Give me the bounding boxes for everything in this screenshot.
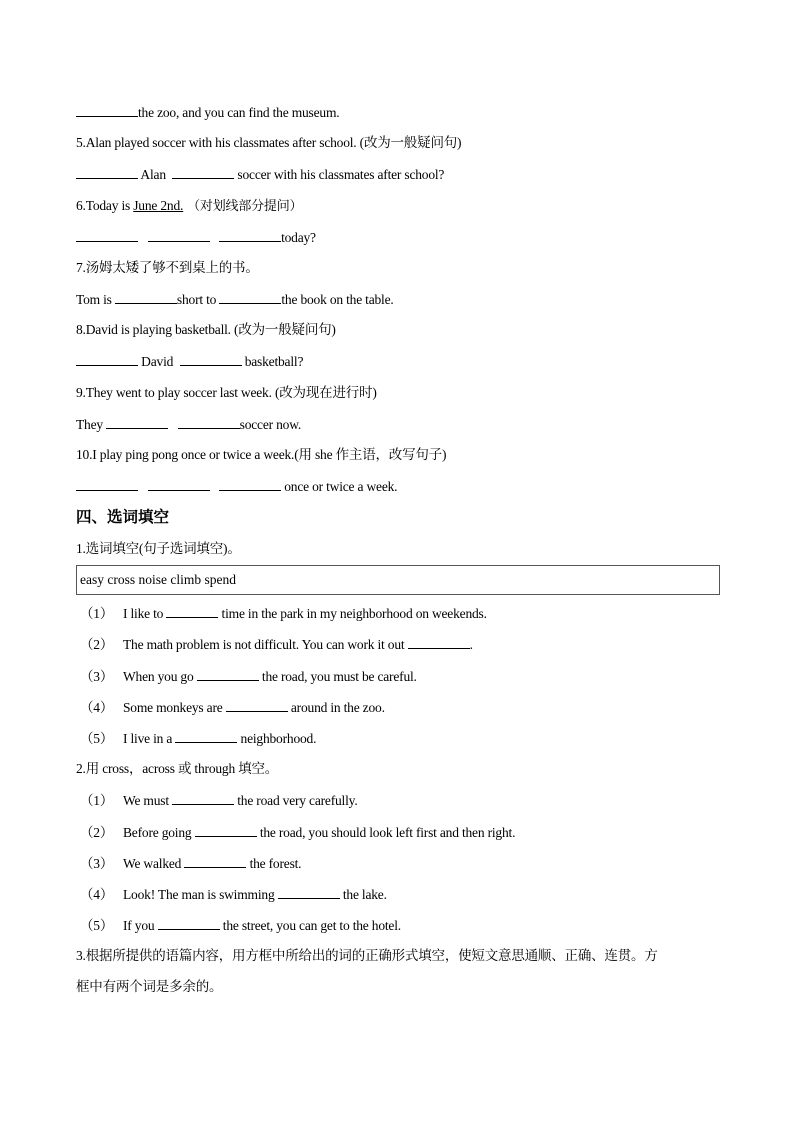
answer-text: short to bbox=[176, 292, 220, 307]
part-1-item-1 bbox=[80, 604, 487, 623]
item-text: I live in a bbox=[123, 731, 176, 746]
item-text: around in the zoo. bbox=[287, 700, 385, 715]
item-number: （4） bbox=[80, 700, 114, 715]
underlined-text: June 2nd. bbox=[133, 198, 184, 213]
answer-blank[interactable] bbox=[76, 228, 138, 242]
answer-text: Alan bbox=[138, 167, 170, 182]
item-number: （3） bbox=[80, 856, 114, 871]
answer-blank[interactable] bbox=[106, 415, 168, 429]
item-number: （1） bbox=[80, 793, 114, 808]
answer-blank[interactable] bbox=[184, 854, 246, 868]
item-text: the street, you can get to the hotel. bbox=[219, 918, 401, 933]
answer-blank[interactable] bbox=[148, 477, 210, 491]
item-number: （2） bbox=[80, 637, 114, 652]
answer-blank[interactable] bbox=[219, 477, 281, 491]
part-2-item-5 bbox=[80, 916, 401, 935]
question-8-answer-line bbox=[76, 352, 303, 371]
answer-blank[interactable] bbox=[195, 823, 257, 837]
answer-text: They bbox=[76, 417, 107, 432]
answer-text: soccer with his classmates after school? bbox=[234, 167, 445, 182]
question-7-answer-line bbox=[76, 290, 394, 309]
question-6-answer-line bbox=[76, 228, 316, 247]
item-text: time in the park in my neighborhood on weekends. bbox=[218, 606, 487, 621]
part-1-item-2 bbox=[80, 635, 473, 654]
answer-blank[interactable] bbox=[76, 477, 138, 491]
answer-blank[interactable] bbox=[226, 698, 288, 712]
part-1-item-5 bbox=[80, 729, 316, 748]
question-7-prompt: 7.汤姆太矮了够不到桌上的书。 bbox=[76, 260, 259, 275]
item-text: Before going bbox=[123, 825, 195, 840]
answer-blank[interactable] bbox=[219, 228, 281, 242]
part-2-item-4 bbox=[80, 885, 387, 904]
answer-blank[interactable] bbox=[115, 290, 177, 304]
question-10-answer-line bbox=[76, 477, 397, 496]
item-text: When you go bbox=[123, 669, 197, 684]
answer-blank[interactable] bbox=[180, 352, 242, 366]
answer-text: once or twice a week. bbox=[281, 479, 398, 494]
question-8-prompt: 8.David is playing basketball. (改为一般疑问句) bbox=[76, 322, 336, 337]
answer-blank[interactable] bbox=[76, 352, 138, 366]
part-1-heading: 1.选词填空(句子选词填空)。 bbox=[76, 541, 241, 556]
answer-blank[interactable] bbox=[408, 635, 470, 649]
item-text: the lake. bbox=[339, 887, 387, 902]
answer-text: the book on the table. bbox=[281, 292, 394, 307]
item-text: Some monkeys are bbox=[123, 700, 226, 715]
answer-blank[interactable] bbox=[278, 885, 340, 899]
answer-blank[interactable] bbox=[148, 228, 210, 242]
item-text: I like to bbox=[123, 606, 167, 621]
answer-blank[interactable] bbox=[178, 415, 240, 429]
part-2-item-1 bbox=[80, 791, 358, 810]
answer-blank[interactable] bbox=[166, 604, 218, 618]
item-number: （5） bbox=[80, 918, 114, 933]
answer-blank[interactable] bbox=[76, 165, 138, 179]
question-9-answer-line bbox=[76, 415, 301, 434]
question-4-answer-line bbox=[76, 103, 339, 122]
answer-text: Tom is bbox=[76, 292, 115, 307]
item-text: the forest. bbox=[246, 856, 302, 871]
item-number: （4） bbox=[80, 887, 114, 902]
part-2-item-3 bbox=[80, 854, 301, 873]
word-box: easy cross noise climb spend bbox=[76, 565, 720, 595]
question-10-prompt: 10.I play ping pong once or twice a week.(用 she 作主语，改写句子) bbox=[76, 447, 447, 462]
answer-blank[interactable] bbox=[76, 103, 138, 117]
question-5-answer-line bbox=[76, 165, 444, 184]
question-6-prompt bbox=[76, 197, 302, 216]
item-text: the road, you should look left first and then right. bbox=[256, 825, 516, 840]
item-number: （1） bbox=[80, 606, 114, 621]
part-3-instructions-line-1: 3.根据所提供的语篇内容，用方框中所给出的词的正确形式填空，使短文意思通顺、正确、连贯。方 bbox=[76, 948, 658, 963]
item-number: （2） bbox=[80, 825, 114, 840]
answer-blank[interactable] bbox=[172, 165, 234, 179]
item-text: The math problem is not difficult. You can work it out bbox=[123, 637, 408, 652]
answer-blank[interactable] bbox=[175, 729, 237, 743]
answer-blank[interactable] bbox=[197, 667, 259, 681]
item-text: the road very carefully. bbox=[234, 793, 358, 808]
answer-blank[interactable] bbox=[158, 916, 220, 930]
answer-blank[interactable] bbox=[219, 290, 281, 304]
instruction-text: （对划线部分提问） bbox=[183, 199, 303, 214]
item-text: If you bbox=[123, 918, 158, 933]
item-text: We walked bbox=[123, 856, 185, 871]
item-number: （3） bbox=[80, 669, 114, 684]
part-3-instructions-line-2: 框中有两个词是多余的。 bbox=[76, 979, 223, 994]
item-text: the road, you must be careful. bbox=[258, 669, 417, 684]
part-1-item-3 bbox=[80, 667, 417, 686]
answer-text: David bbox=[138, 354, 177, 369]
item-text: . bbox=[469, 637, 473, 652]
part-2-heading: 2.用 cross，across 或 through 填空。 bbox=[76, 761, 279, 776]
section-title: 四、选词填空 bbox=[76, 508, 170, 526]
answer-text: soccer now. bbox=[239, 417, 302, 432]
part-1-item-4 bbox=[80, 698, 385, 717]
item-text: neighborhood. bbox=[237, 731, 317, 746]
answer-text: today? bbox=[281, 230, 316, 245]
question-text: the zoo, and you can find the museum. bbox=[138, 105, 340, 120]
question-text: 6.Today is bbox=[76, 198, 134, 213]
answer-blank[interactable] bbox=[172, 791, 234, 805]
item-text: Look! The man is swimming bbox=[123, 887, 278, 902]
part-2-item-2 bbox=[80, 823, 515, 842]
question-5-prompt: 5.Alan played soccer with his classmates after school. (改为一般疑问句) bbox=[76, 135, 462, 150]
answer-text: basketball? bbox=[241, 354, 304, 369]
item-text: We must bbox=[123, 793, 173, 808]
item-number: （5） bbox=[80, 731, 114, 746]
question-9-prompt: 9.They went to play soccer last week. (改为现在进行时) bbox=[76, 385, 377, 400]
